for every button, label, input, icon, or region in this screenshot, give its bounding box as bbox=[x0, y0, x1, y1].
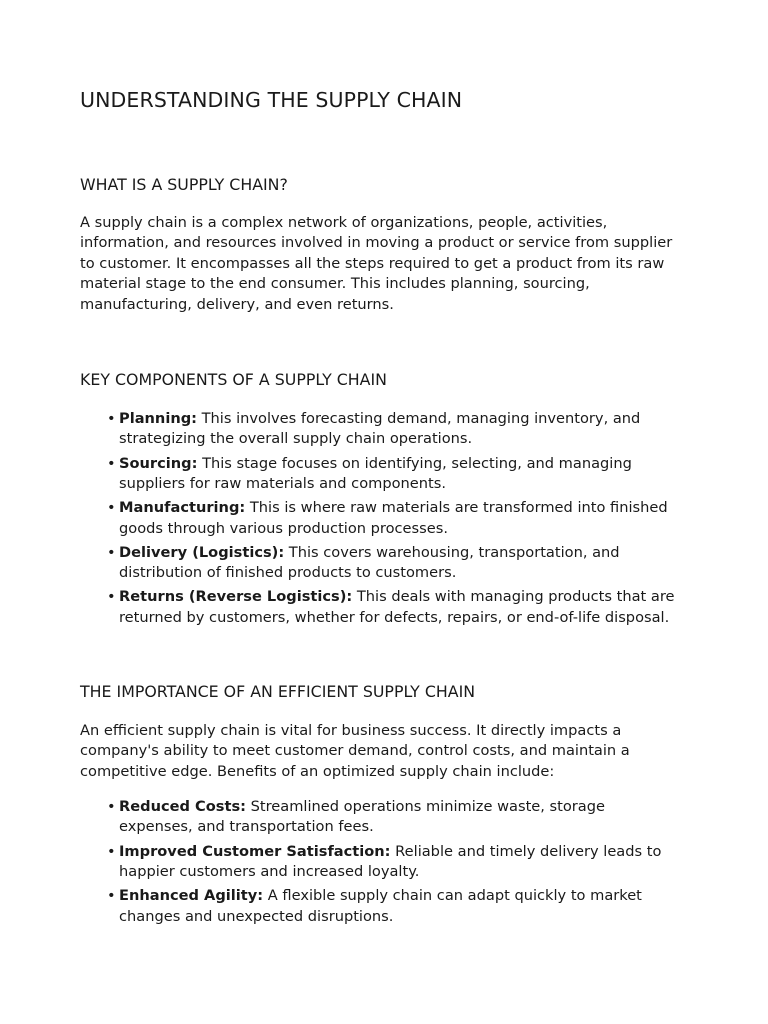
bullet-text: This covers warehousing, transportation, and distribution of finished products to customers. bbox=[119, 543, 620, 582]
list-item bbox=[80, 797, 680, 838]
list-item bbox=[80, 543, 680, 584]
bullet-term: Sourcing: bbox=[119, 454, 198, 472]
bullet-text: This stage focuses on identifying, selecting, and managing suppliers for raw materials and components. bbox=[119, 454, 632, 493]
bullet-term: Reduced Costs: bbox=[119, 798, 246, 815]
bullet-icon: • bbox=[107, 798, 116, 815]
list-item bbox=[80, 498, 680, 539]
section-heading-what-is: WHAT IS A SUPPLY CHAIN? bbox=[80, 175, 288, 194]
bullet-text: A flexible supply chain can adapt quickly to market changes and unexpected disruptions. bbox=[119, 887, 642, 925]
bullet-term: Manufacturing: bbox=[119, 499, 246, 517]
list-item bbox=[80, 842, 680, 883]
section-heading-importance: THE IMPORTANCE OF AN EFFICIENT SUPPLY CHAIN bbox=[80, 682, 476, 701]
list-item bbox=[80, 409, 680, 450]
bullet-text: This involves forecasting demand, managing inventory, and strategizing the overall supply chain operations. bbox=[119, 410, 641, 448]
bullet-icon: • bbox=[107, 499, 116, 517]
document-title: UNDERSTANDING THE SUPPLY CHAIN bbox=[80, 88, 463, 112]
bullet-text: Streamlined operations minimize waste, storage expenses, and transportation fees. bbox=[119, 798, 605, 836]
bullet-text: Reliable and timely delivery leads to happier customers and increased loyalty. bbox=[119, 842, 662, 881]
bullet-term: Planning: bbox=[119, 410, 197, 427]
bullet-term: Delivery (Logistics): bbox=[119, 543, 285, 561]
bullet-icon: • bbox=[107, 588, 116, 606]
bullet-term: Enhanced Agility: bbox=[119, 887, 264, 905]
bullet-icon: • bbox=[107, 543, 116, 561]
bullet-icon: • bbox=[107, 842, 116, 860]
bullet-text: This deals with managing products that are returned by customers, whether for defects, repairs, or end-of-life disposal. bbox=[119, 588, 675, 626]
section-paragraph-what-is: A supply chain is a complex network of organizations, people, activities, information, and resources involved in moving a product or service from supplier to customer. It encompasses all the steps required to get a product from its raw material stage to the end consumer. This includes planning, sourcing, manufacturing, delivery, and even returns. bbox=[80, 214, 673, 313]
list-item bbox=[80, 587, 680, 628]
section-heading-key-components: KEY COMPONENTS OF A SUPPLY CHAIN bbox=[80, 370, 387, 389]
bullet-term: Improved Customer Satisfaction: bbox=[119, 842, 391, 860]
bullet-text: This is where raw materials are transformed into finished goods through various production processes. bbox=[119, 499, 668, 537]
bullet-icon: • bbox=[107, 887, 116, 905]
section-paragraph-importance: An efficient supply chain is vital for business success. It directly impacts a company's ability to meet customer demand, control costs, and maintain a competitive edge. Benefits of an optimized supply chain include: bbox=[80, 722, 630, 780]
bullet-term: Returns (Reverse Logistics): bbox=[119, 588, 353, 606]
bullet-icon: • bbox=[107, 454, 116, 472]
list-item bbox=[80, 886, 680, 927]
list-item bbox=[80, 454, 680, 495]
benefits-list bbox=[80, 797, 680, 931]
bullet-icon: • bbox=[107, 410, 116, 427]
key-components-list bbox=[80, 409, 680, 632]
